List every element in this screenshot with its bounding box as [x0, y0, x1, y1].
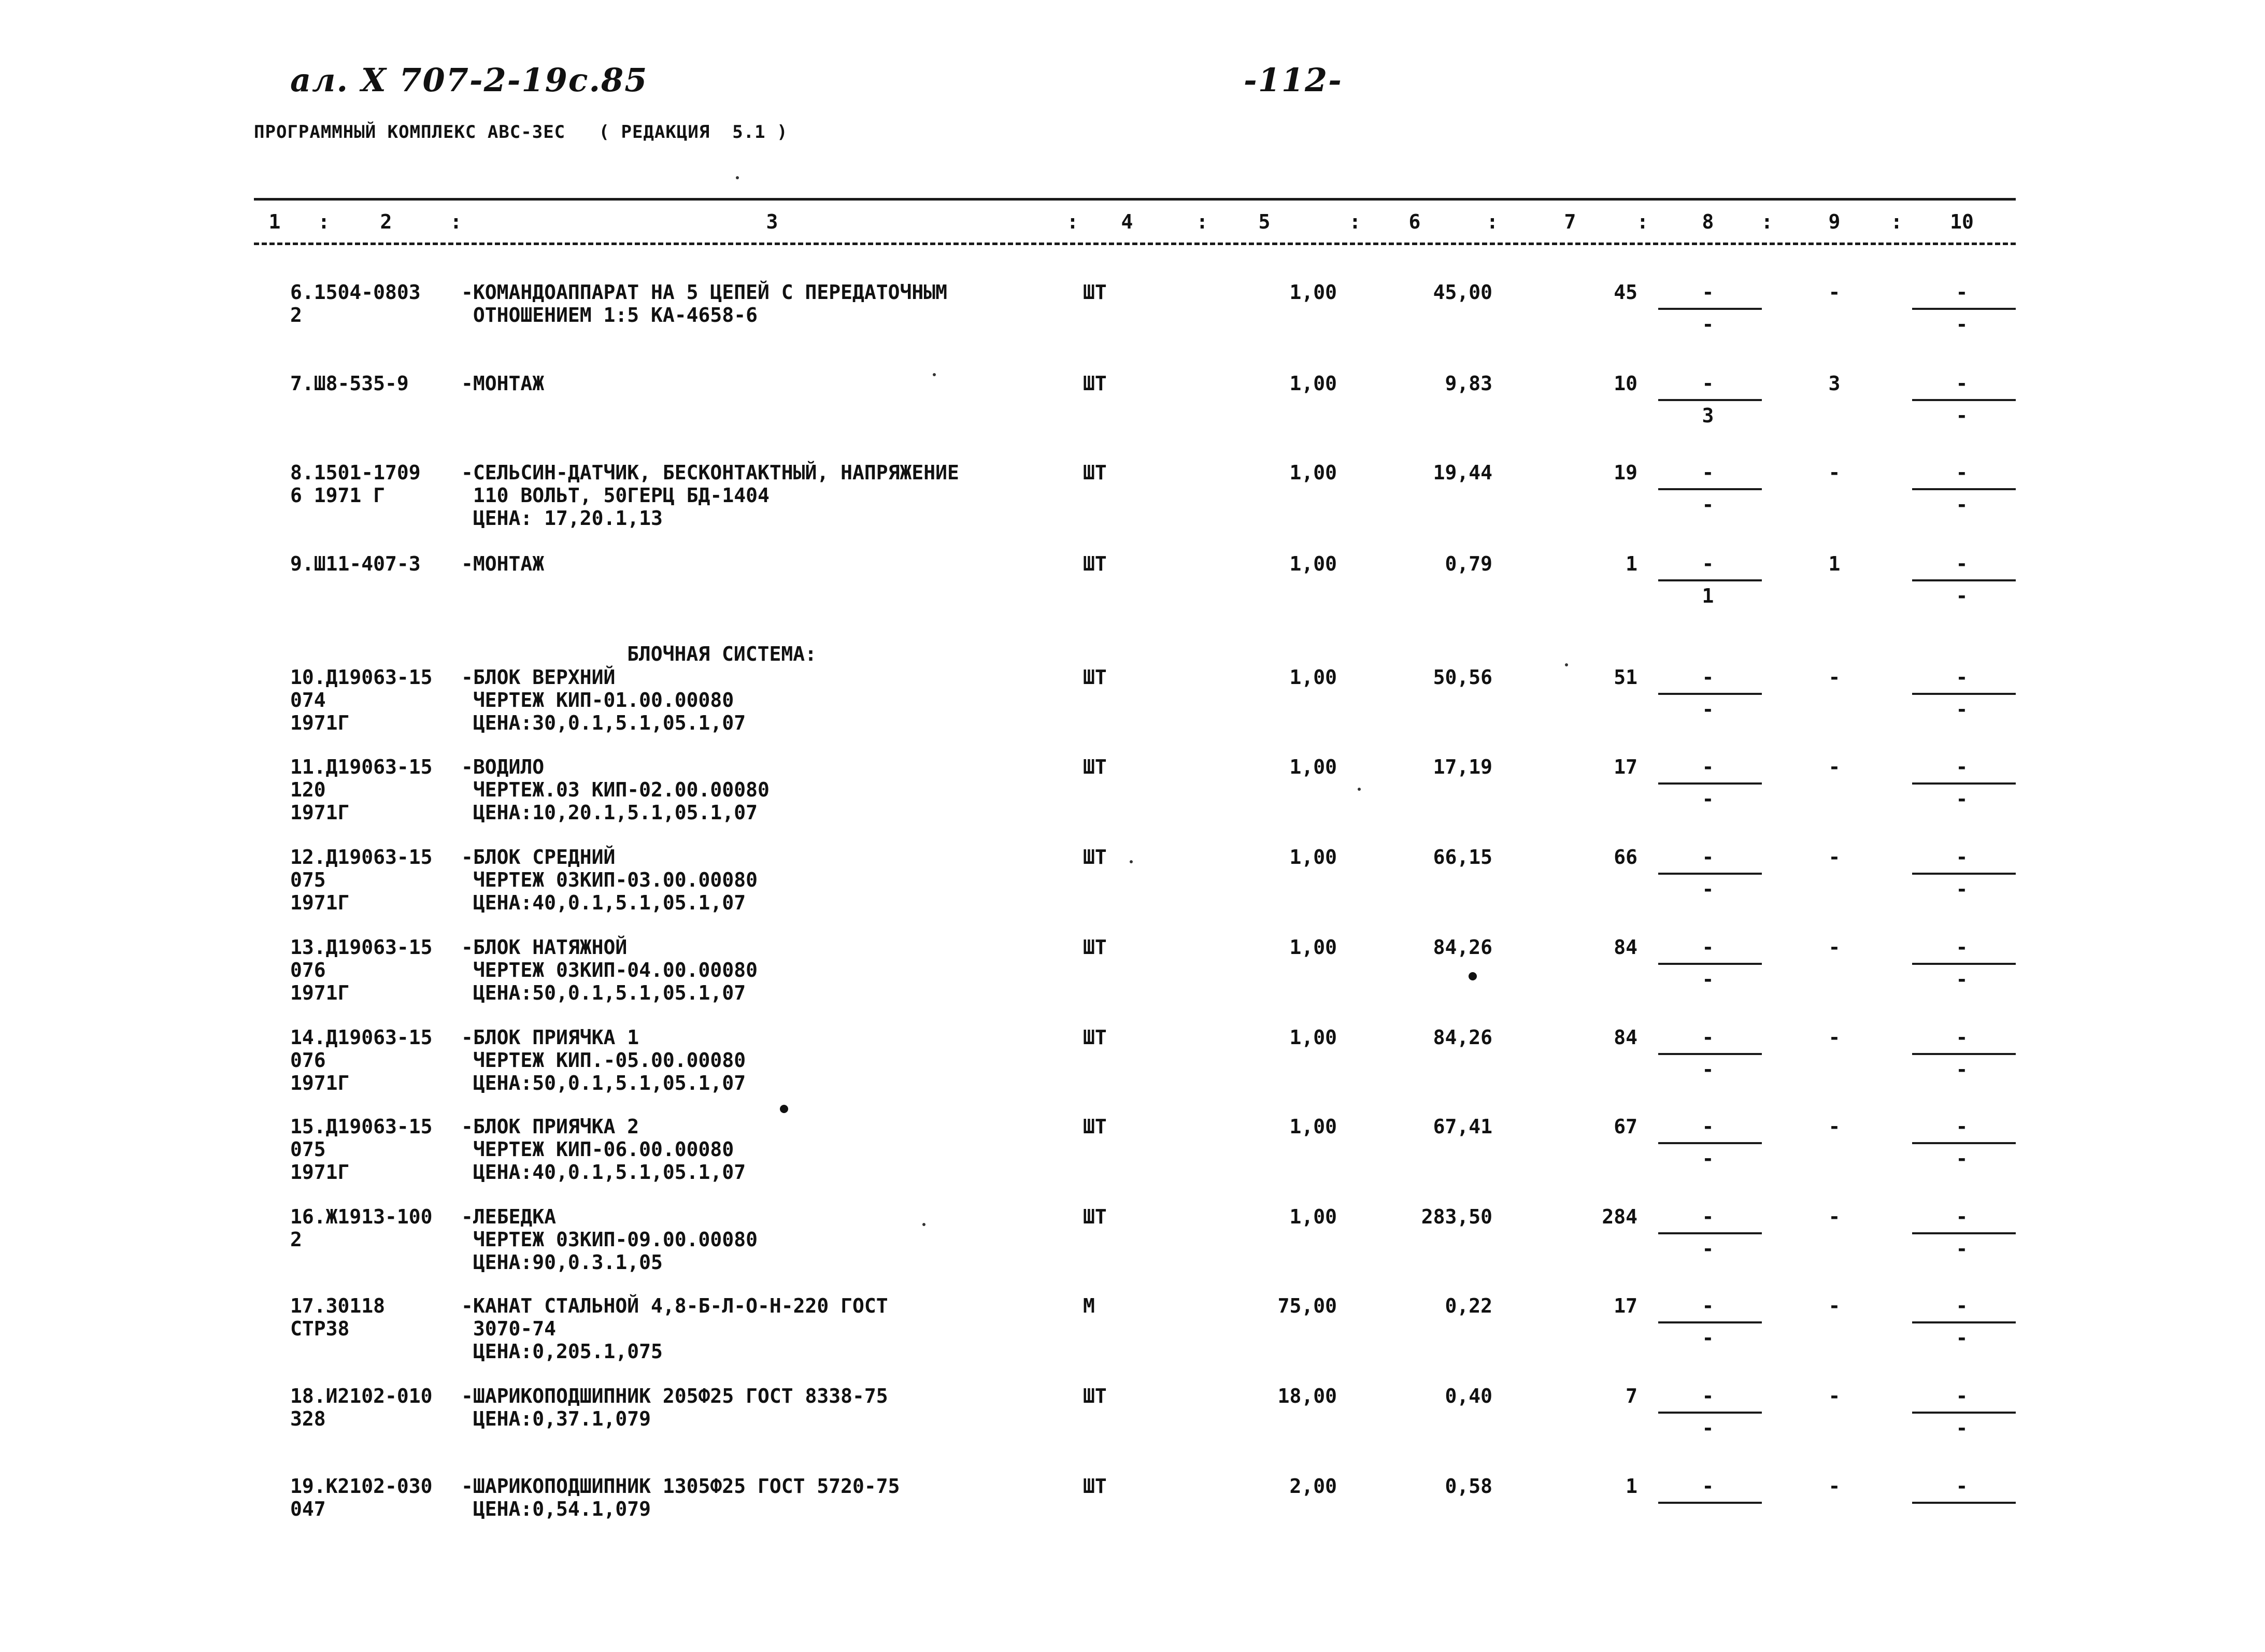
item-code: 120	[290, 778, 326, 801]
item-unit-price: 17,19	[1433, 756, 1492, 778]
column-10-subvalue: -	[1956, 698, 1968, 721]
item-description: ЦЕНА:10,20.1,5.1,05.1,07	[461, 801, 758, 824]
column-separator: :	[1349, 210, 1361, 233]
column-number-9: 9	[1828, 210, 1841, 233]
column-10-underline	[1912, 963, 2016, 965]
item-description: ЦЕНА:40,0.1,5.1,05.1,07	[461, 891, 746, 914]
item-code: 7.Ш8-535-9	[290, 372, 409, 395]
item-quantity: 1,00	[1289, 1205, 1337, 1228]
ink-dot	[780, 1105, 788, 1113]
item-total: 19	[1614, 461, 1637, 484]
column-10-subvalue: -	[1956, 585, 1968, 607]
item-description: 110 ВОЛЬТ, 50ГЕРЦ БД-1404	[461, 484, 770, 507]
column-10-value: -	[1956, 666, 1968, 689]
scan-speck	[933, 373, 936, 376]
column-8-subvalue: -	[1702, 698, 1714, 721]
column-10-value: -	[1956, 281, 1968, 304]
item-total: 1	[1626, 552, 1637, 575]
item-quantity: 1,00	[1289, 552, 1337, 575]
column-10-underline	[1912, 1232, 2016, 1234]
item-unit-price: 0,40	[1445, 1385, 1492, 1407]
item-description: -ЛЕБЕДКА	[461, 1205, 557, 1228]
column-10-underline	[1912, 693, 2016, 695]
column-9-value: -	[1828, 846, 1841, 868]
column-8-underline	[1658, 1142, 1762, 1144]
scan-speck	[1130, 860, 1133, 863]
item-unit: ШТ	[1083, 666, 1107, 689]
item-code: 11.Д19063-15	[290, 756, 433, 778]
item-code: 19.К2102-030	[290, 1475, 433, 1498]
column-separator: :	[1066, 210, 1079, 233]
item-description: -СЕЛЬСИН-ДАТЧИК, БЕСКОНТАКТНЫЙ, НАПРЯЖЕНИЕ	[461, 461, 959, 484]
item-unit-price: 283,50	[1421, 1205, 1492, 1228]
column-8-subvalue: -	[1702, 878, 1714, 901]
column-10-value: -	[1956, 936, 1968, 959]
item-code: 1971Г	[290, 801, 350, 824]
item-description: ЧЕРТЕЖ 03КИП-03.00.00080	[461, 868, 758, 891]
column-8-underline	[1658, 873, 1762, 875]
column-8-value: -	[1702, 936, 1714, 959]
item-quantity: 1,00	[1289, 1026, 1337, 1049]
column-8-value: -	[1702, 1385, 1714, 1407]
column-10-subvalue: -	[1956, 493, 1968, 516]
column-separator: :	[318, 210, 330, 233]
item-unit-price: 84,26	[1433, 936, 1492, 959]
item-description: 3070-74	[461, 1317, 557, 1340]
column-separator: :	[1761, 210, 1773, 233]
column-10-underline	[1912, 488, 2016, 490]
item-unit: ШТ	[1083, 756, 1107, 778]
column-10-subvalue: -	[1956, 1237, 1968, 1260]
item-code: 9.Ш11-407-3	[290, 552, 421, 575]
column-number-8: 8	[1702, 210, 1714, 233]
item-description: -БЛОК СРЕДНИЙ	[461, 846, 616, 868]
column-10-value: -	[1956, 1294, 1968, 1317]
column-8-subvalue: -	[1702, 313, 1714, 336]
item-unit-price: 0,58	[1445, 1475, 1492, 1498]
column-9-value: -	[1828, 1294, 1841, 1317]
item-description: ЧЕРТЕЖ КИП-01.00.00080	[461, 689, 734, 711]
item-code: 6.1504-0803	[290, 281, 421, 304]
column-9-value: -	[1828, 936, 1841, 959]
item-code: 2	[290, 304, 302, 326]
column-8-value: -	[1702, 461, 1714, 484]
column-8-subvalue: -	[1702, 1147, 1714, 1170]
item-description: -КАНАТ СТАЛЬНОЙ 4,8-Б-Л-О-Н-220 ГОСТ	[461, 1294, 888, 1317]
ink-dot	[1469, 972, 1477, 980]
item-description: ЦЕНА:50,0.1,5.1,05.1,07	[461, 1072, 746, 1094]
item-total: 67	[1614, 1115, 1637, 1138]
item-quantity: 2,00	[1289, 1475, 1337, 1498]
column-10-underline	[1912, 1502, 2016, 1504]
item-code: 1971Г	[290, 981, 350, 1004]
column-number-4: 4	[1121, 210, 1133, 233]
item-code: 17.30118	[290, 1294, 386, 1317]
item-description: ОТНОШЕНИЕМ 1:5 КА-4658-6	[461, 304, 758, 326]
item-quantity: 18,00	[1277, 1385, 1337, 1407]
column-10-value: -	[1956, 461, 1968, 484]
item-quantity: 1,00	[1289, 756, 1337, 778]
item-code: 076	[290, 959, 326, 981]
column-8-subvalue: 3	[1702, 404, 1714, 427]
column-10-subvalue: -	[1956, 878, 1968, 901]
column-9-value: 3	[1828, 372, 1841, 395]
item-code: 075	[290, 868, 326, 891]
column-10-value: -	[1956, 552, 1968, 575]
item-description: ЧЕРТЕЖ 03КИП-09.00.00080	[461, 1228, 758, 1251]
item-unit: ШТ	[1083, 1475, 1107, 1498]
item-code: 12.Д19063-15	[290, 846, 433, 868]
column-8-underline	[1658, 1502, 1762, 1504]
item-code: 1971Г	[290, 891, 350, 914]
item-quantity: 1,00	[1289, 936, 1337, 959]
item-quantity: 1,00	[1289, 846, 1337, 868]
column-8-underline	[1658, 579, 1762, 581]
column-8-subvalue: -	[1702, 968, 1714, 991]
column-10-value: -	[1956, 1385, 1968, 1407]
column-8-underline	[1658, 1412, 1762, 1414]
item-description: -БЛОК ПРИЯЧКА 1	[461, 1026, 639, 1049]
column-8-value: -	[1702, 1294, 1714, 1317]
item-unit: ШТ	[1083, 461, 1107, 484]
column-separator: :	[1890, 210, 1903, 233]
column-9-value: -	[1828, 1115, 1841, 1138]
item-description: ЧЕРТЕЖ КИП-06.00.00080	[461, 1138, 734, 1161]
item-description: -ШАРИКОПОДШИПНИК 205Ф25 ГОСТ 8338-75	[461, 1385, 888, 1407]
item-description: -БЛОК НАТЯЖНОЙ	[461, 936, 628, 959]
column-8-underline	[1658, 1053, 1762, 1055]
column-10-underline	[1912, 399, 2016, 401]
column-8-subvalue: -	[1702, 788, 1714, 810]
column-9-value: -	[1828, 666, 1841, 689]
column-8-underline	[1658, 488, 1762, 490]
column-number-5: 5	[1258, 210, 1271, 233]
item-description: -МОНТАЖ	[461, 372, 545, 395]
column-10-underline	[1912, 308, 2016, 310]
column-8-subvalue: -	[1702, 1327, 1714, 1349]
item-description: ЧЕРТЕЖ.03 КИП-02.00.00080	[461, 778, 770, 801]
item-total: 10	[1614, 372, 1637, 395]
item-description: -МОНТАЖ	[461, 552, 545, 575]
column-separator: :	[450, 210, 462, 233]
item-code: 8.1501-1709	[290, 461, 421, 484]
item-code: 16.Ж1913-100	[290, 1205, 433, 1228]
column-9-value: -	[1828, 281, 1841, 304]
item-unit-price: 0,22	[1445, 1294, 1492, 1317]
column-number-10: 10	[1950, 210, 1974, 233]
item-code: 18.И2102-010	[290, 1385, 433, 1407]
column-10-subvalue: -	[1956, 788, 1968, 810]
item-description: ЦЕНА:50,0.1,5.1,05.1,07	[461, 981, 746, 1004]
item-unit-price: 0,79	[1445, 552, 1492, 575]
item-description: ЧЕРТЕЖ 03КИП-04.00.00080	[461, 959, 758, 981]
item-description: -БЛОК ВЕРХНИЙ	[461, 666, 616, 689]
column-10-subvalue: -	[1956, 1417, 1968, 1440]
item-description: -КОМАНДОАППАРАТ НА 5 ЦЕПЕЙ С ПЕРЕДАТОЧНЫМ	[461, 281, 947, 304]
item-total: 284	[1602, 1205, 1637, 1228]
item-description: -ШАРИКОПОДШИПНИК 1305Ф25 ГОСТ 5720-75	[461, 1475, 900, 1498]
item-description: ЦЕНА:0,37.1,079	[461, 1407, 651, 1430]
scan-speck	[1358, 788, 1361, 791]
item-unit: ШТ	[1083, 1115, 1107, 1138]
item-code: 14.Д19063-15	[290, 1026, 433, 1049]
item-description: ЧЕРТЕЖ КИП.-05.00.00080	[461, 1049, 746, 1072]
column-8-value: -	[1702, 552, 1714, 575]
item-unit: ШТ	[1083, 936, 1107, 959]
item-description: ЦЕНА:40,0.1,5.1,05.1,07	[461, 1161, 746, 1184]
column-number-7: 7	[1564, 210, 1576, 233]
column-10-value: -	[1956, 1475, 1968, 1498]
column-8-subvalue: -	[1702, 1417, 1714, 1440]
column-number-6: 6	[1408, 210, 1421, 233]
column-number-1: 1	[268, 210, 281, 233]
column-8-underline	[1658, 693, 1762, 695]
column-8-value: -	[1702, 372, 1714, 395]
item-total: 7	[1626, 1385, 1637, 1407]
item-unit-price: 19,44	[1433, 461, 1492, 484]
table-top-rule	[254, 198, 2016, 201]
column-separator: :	[1636, 210, 1649, 233]
column-10-underline	[1912, 1321, 2016, 1323]
item-code: 1971Г	[290, 1072, 350, 1094]
column-8-value: -	[1702, 1026, 1714, 1049]
item-unit-price: 9,83	[1445, 372, 1492, 395]
header-bottom-rule	[254, 243, 2016, 245]
item-unit: ШТ	[1083, 846, 1107, 868]
item-quantity: 1,00	[1289, 281, 1337, 304]
column-8-underline	[1658, 1232, 1762, 1234]
item-quantity: 1,00	[1289, 461, 1337, 484]
column-10-value: -	[1956, 846, 1968, 868]
item-code: 074	[290, 689, 326, 711]
item-total: 51	[1614, 666, 1637, 689]
scan-speck	[1565, 663, 1568, 666]
item-code: 076	[290, 1049, 326, 1072]
column-10-subvalue: -	[1956, 968, 1968, 991]
item-unit: ШТ	[1083, 552, 1107, 575]
column-8-subvalue: 1	[1702, 585, 1714, 607]
column-8-underline	[1658, 1321, 1762, 1323]
column-8-underline	[1658, 308, 1762, 310]
column-10-value: -	[1956, 1115, 1968, 1138]
column-8-value: -	[1702, 756, 1714, 778]
column-10-value: -	[1956, 1205, 1968, 1228]
column-9-value: 1	[1828, 552, 1841, 575]
item-code: СТР38	[290, 1317, 350, 1340]
column-10-underline	[1912, 782, 2016, 785]
scan-speck	[736, 176, 739, 179]
column-10-underline	[1912, 1412, 2016, 1414]
item-code: 2	[290, 1228, 302, 1251]
column-10-subvalue: -	[1956, 1327, 1968, 1349]
column-9-value: -	[1828, 1475, 1841, 1498]
item-unit-price: 45,00	[1433, 281, 1492, 304]
item-total: 66	[1614, 846, 1637, 868]
column-10-subvalue: -	[1956, 313, 1968, 336]
item-unit: М	[1083, 1294, 1095, 1317]
item-total: 17	[1614, 1294, 1637, 1317]
column-separator: :	[1486, 210, 1499, 233]
item-code: 13.Д19063-15	[290, 936, 433, 959]
column-9-value: -	[1828, 461, 1841, 484]
column-number-3: 3	[766, 210, 778, 233]
column-8-underline	[1658, 963, 1762, 965]
column-8-subvalue: -	[1702, 1237, 1714, 1260]
column-10-underline	[1912, 873, 2016, 875]
column-10-underline	[1912, 1053, 2016, 1055]
item-code: 6 1971 Г	[290, 484, 386, 507]
item-code: 10.Д19063-15	[290, 666, 433, 689]
item-total: 84	[1614, 1026, 1637, 1049]
column-separator: :	[1196, 210, 1208, 233]
column-9-value: -	[1828, 1205, 1841, 1228]
item-unit-price: 84,26	[1433, 1026, 1492, 1049]
item-total: 17	[1614, 756, 1637, 778]
column-10-value: -	[1956, 756, 1968, 778]
column-10-value: -	[1956, 1026, 1968, 1049]
item-unit: ШТ	[1083, 1385, 1107, 1407]
item-code: 15.Д19063-15	[290, 1115, 433, 1138]
item-quantity: 75,00	[1277, 1294, 1337, 1317]
item-total: 45	[1614, 281, 1637, 304]
item-description: -БЛОК ПРИЯЧКА 2	[461, 1115, 639, 1138]
item-unit-price: 66,15	[1433, 846, 1492, 868]
column-8-value: -	[1702, 281, 1714, 304]
item-quantity: 1,00	[1289, 372, 1337, 395]
column-8-underline	[1658, 399, 1762, 401]
column-8-subvalue: -	[1702, 1058, 1714, 1081]
column-10-subvalue: -	[1956, 1147, 1968, 1170]
column-8-value: -	[1702, 1115, 1714, 1138]
column-10-subvalue: -	[1956, 1058, 1968, 1081]
item-unit: ШТ	[1083, 1026, 1107, 1049]
item-description: ЦЕНА:30,0.1,5.1,05.1,07	[461, 711, 746, 734]
item-code: 1971Г	[290, 711, 350, 734]
column-10-underline	[1912, 579, 2016, 581]
program-header: ПРОГРАММНЫЙ КОМПЛЕКС АВС-3ЕС ( РЕДАКЦИЯ 5.1 )	[254, 122, 788, 143]
item-code: 328	[290, 1407, 326, 1430]
column-10-underline	[1912, 1142, 2016, 1144]
scan-speck	[922, 1223, 925, 1226]
column-8-value: -	[1702, 666, 1714, 689]
column-8-value: -	[1702, 1475, 1714, 1498]
item-unit-price: 67,41	[1433, 1115, 1492, 1138]
column-9-value: -	[1828, 1026, 1841, 1049]
item-total: 84	[1614, 936, 1637, 959]
column-9-value: -	[1828, 756, 1841, 778]
item-code: 1971Г	[290, 1161, 350, 1184]
item-unit: ШТ	[1083, 1205, 1107, 1228]
item-code: 075	[290, 1138, 326, 1161]
item-description: -ВОДИЛО	[461, 756, 545, 778]
column-8-value: -	[1702, 846, 1714, 868]
item-unit: ШТ	[1083, 281, 1107, 304]
item-description: ЦЕНА: 17,20.1,13	[461, 507, 663, 530]
item-description: ЦЕНА:0,54.1,079	[461, 1498, 651, 1520]
item-code: 047	[290, 1498, 326, 1520]
item-quantity: 1,00	[1289, 666, 1337, 689]
column-8-value: -	[1702, 1205, 1714, 1228]
handwritten-document-code: ал. X 707-2-19с.85	[290, 61, 648, 99]
column-9-value: -	[1828, 1385, 1841, 1407]
column-10-subvalue: -	[1956, 404, 1968, 427]
item-description: ЦЕНА:90,0.3.1,05	[461, 1251, 663, 1274]
item-unit-price: 50,56	[1433, 666, 1492, 689]
column-10-value: -	[1956, 372, 1968, 395]
handwritten-page-number: -112-	[1244, 61, 1343, 99]
column-8-subvalue: -	[1702, 493, 1714, 516]
item-total: 1	[1626, 1475, 1637, 1498]
item-unit: ШТ	[1083, 372, 1107, 395]
section-heading: БЛОЧНАЯ СИСТЕМА:	[627, 643, 817, 665]
column-8-underline	[1658, 782, 1762, 785]
item-description: ЦЕНА:0,205.1,075	[461, 1340, 663, 1363]
item-quantity: 1,00	[1289, 1115, 1337, 1138]
column-number-2: 2	[380, 210, 392, 233]
